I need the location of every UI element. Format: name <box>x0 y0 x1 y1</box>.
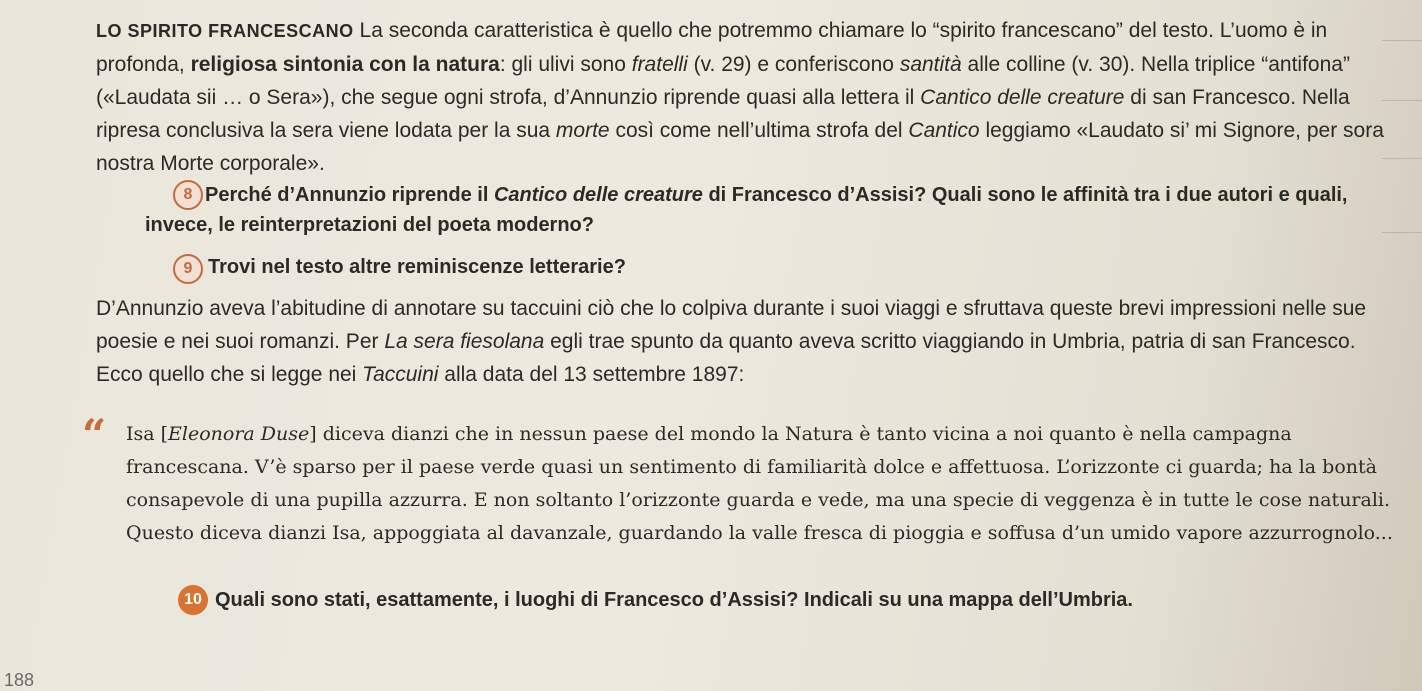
quote-text-2: ] diceva dianzi che in nessun paese del mondo la Natura è tanto vicina a noi quanto è nella campagna francescana. V’è sparso per il paese verde quasi un sentimento di familiarità dolce e affettuosa. L’orizzonte ci guarda; ha la bontà consapevole di una pupilla azzurra. E non soltanto l’orizzonte guarda e vede, ma una specie di veggenza è in tutte le cose naturali. Questo diceva dianzi Isa, appoggiata al davanzale, guardando la valle fresca di pioggia e soffusa d’un umido vapore azzurrognolo... <box>126 423 1393 544</box>
section-heading: LO SPIRITO FRANCESCANO <box>96 21 354 41</box>
question-number-10: 10 <box>178 585 208 615</box>
intro-text-7: leggiamo «Laudato si’ mi Signore, per sora nostra Morte corporale». <box>96 119 1384 175</box>
quote-italic: Eleonora Duse <box>168 423 310 445</box>
question-8-text-1: Perché d’Annunzio riprende il <box>205 184 494 206</box>
question-9-text: Trovi nel testo altre reminiscenze letterarie? <box>208 256 626 278</box>
intro-bold-1: religiosa sintonia con la natura <box>190 53 500 76</box>
intro-text-2: : gli ulivi sono <box>499 53 632 76</box>
question-10 <box>215 585 1404 615</box>
question-8-text-2: di Francesco d’Assisi? Quali sono le affinità tra i due autori e quali, invece, le reinterpretazioni del poeta moderno? <box>145 184 1348 236</box>
intro-italic-2: santità <box>899 53 962 76</box>
intro-paragraph <box>96 14 1404 180</box>
body-text-1: D’Annunzio aveva l’abitudine di annotare su taccuini ciò che lo colpiva durante i suoi viaggi e sfruttava queste brevi impressioni nelle sue poesie e nei suoi romanzi. Per <box>96 297 1367 353</box>
intro-italic-4: morte <box>555 119 610 142</box>
intro-text-1: La seconda caratteristica è quello che potremmo chiamare lo “spirito francescano” del testo. L’uomo è in profonda, <box>96 19 1328 76</box>
intro-italic-5: Cantico <box>908 119 980 142</box>
body-text-3: alla data del 13 settembre 1897: <box>438 363 745 386</box>
question-10-text: Quali sono stati, esattamente, i luoghi di Francesco d’Assisi? Indicali su una mappa dell’Umbria. <box>215 589 1133 611</box>
quote-paragraph <box>126 418 1404 550</box>
intro-text-5: di san Francesco. Nella ripresa conclusiva la sera viene lodata per la sua <box>96 86 1350 142</box>
intro-italic-1: fratelli <box>631 53 688 76</box>
margin-rule <box>1382 232 1422 233</box>
quote-text-1: Isa [ <box>126 423 169 445</box>
intro-text-3: (v. 29) e conferiscono <box>687 53 900 76</box>
body-text-2: egli trae spunto da quanto aveva scritto viaggiando in Umbria, patria di san Francesco. Ecco quello che si legge nei <box>96 330 1356 386</box>
body-italic-2: Taccuini <box>362 363 439 386</box>
intro-text-4: alle colline (v. 30). Nella triplice “antifona” («Laudata sii … o Sera»), che segue ogni strofa, d’Annunzio riprende quasi alla lettera il <box>96 53 1350 109</box>
intro-text-6: così come nell’ultima strofa del <box>609 119 909 142</box>
margin-rule <box>1382 40 1422 41</box>
body-paragraph <box>96 292 1404 391</box>
question-number-9: 9 <box>173 254 203 284</box>
margin-rule <box>1382 158 1422 159</box>
body-italic-1: La sera fiesolana <box>384 330 545 353</box>
question-9 <box>208 252 1404 282</box>
question-8-italic: Cantico delle creature <box>493 184 703 206</box>
page-number: 188 <box>4 670 35 690</box>
question-8 <box>145 180 1404 240</box>
question-number-8: 8 <box>173 180 203 210</box>
quote-mark-icon: “ <box>82 410 107 459</box>
intro-italic-3: Cantico delle creature <box>920 86 1125 109</box>
margin-rule <box>1382 100 1422 101</box>
